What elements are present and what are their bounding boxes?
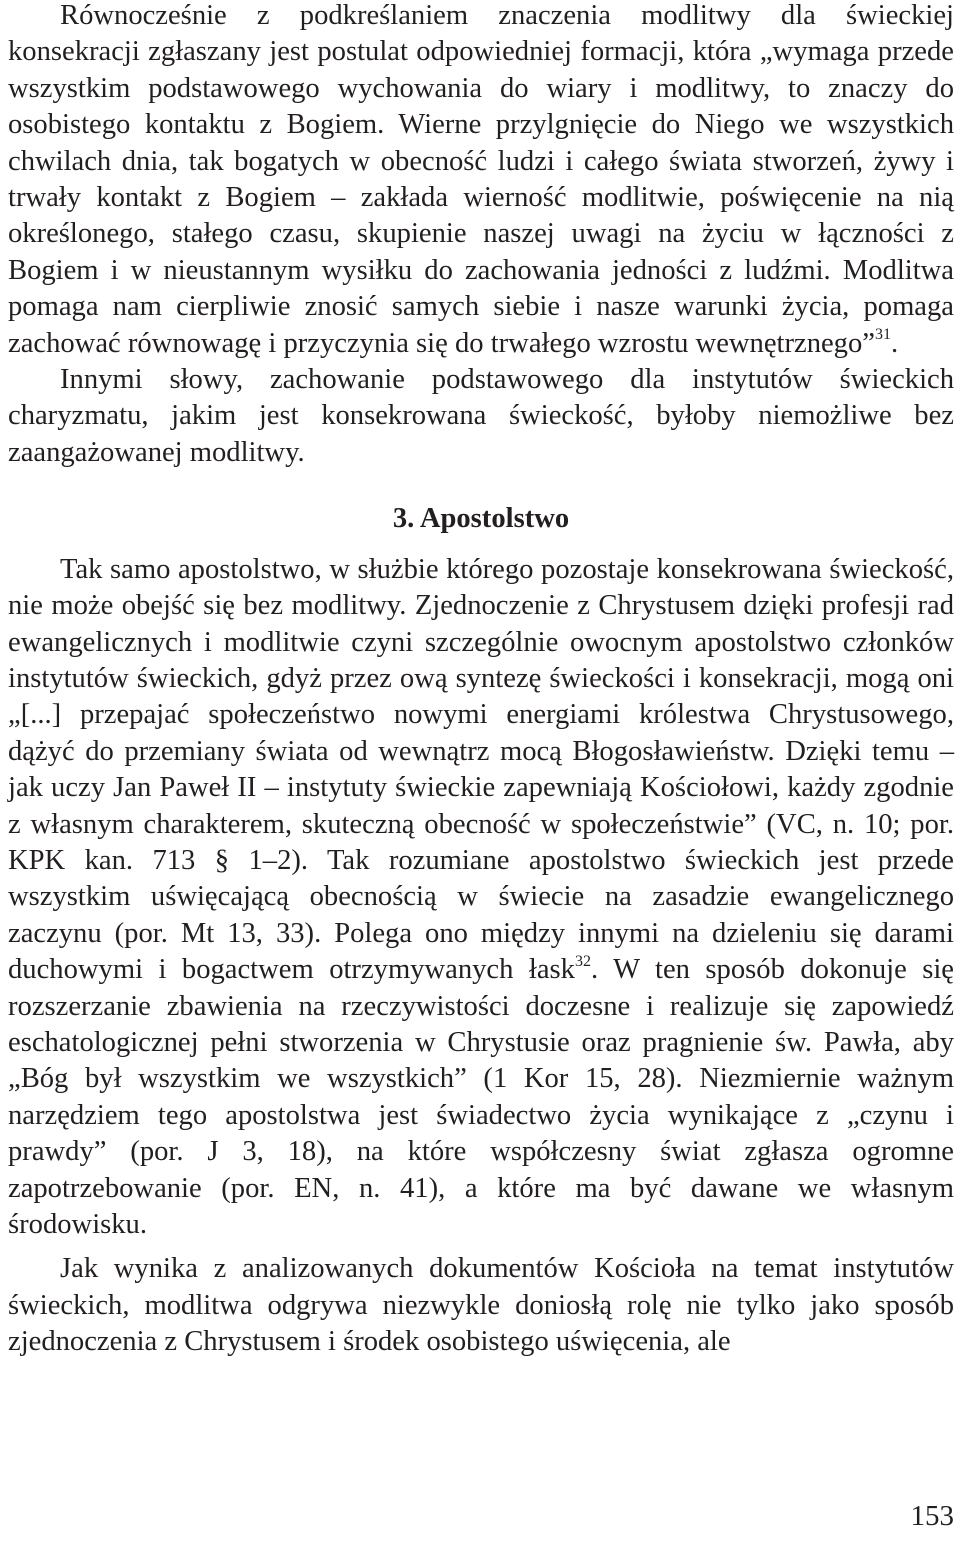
footnote-ref-31[interactable]: 31 xyxy=(874,326,891,344)
paragraph-charism: Innymi słowy, zachowanie podstawowego dla instytutów świeckich charyzmatu, jakim jest konsekrowana świeckość, byłoby niemożliwe bez zaangażowanej modlitwy. xyxy=(8,364,954,468)
paragraph-apostolate-tail: . W ten sposób dokonuje się rozszerzanie zbawienia na rzeczywistości doczesne i realizuje się zapowiedź eschatologicznej pełni stworzenia w Chrystusie oraz pragnienie św. Pawła, aby „Bóg był wszystkim we wszystkich” (1 Kor 15, 28). Niezmiernie ważnym narzędziem tego apostolstwa jest świadectwo życia wynikające z „czynu i prawdy” (por. J 3, 18), na które współczesny świat zgłasza ogromne zapotrzebowanie (por. EN, n. 41), a które ma być dawane we własnym środowisku. xyxy=(8,954,955,1240)
document-page xyxy=(8,0,954,1361)
footnote-ref-32[interactable]: 32 xyxy=(574,952,591,970)
paragraph-apostolate-text: Tak samo apostolstwo, w służbie którego pozostaje konsekrowana świeckość, nie może obejść się bez modlitwy. Zjednoczenie z Chrystusem dzięki profesji rad ewangelicznych i modlitwie czyni szczególnie owocnym apostolstwo członków instytutów świeckich, gdyż przez ową syntezę świeckości i konsekracji, mogą oni „[...] przepajać społeczeństwo nowymi energiami królestwa Chrystusowego, dążyć do przemiany świata od wewnątrz mocą Błogosławieństw. Dzięki temu – jak uczy Jan Paweł II – instytuty świeckie zapewniają Kościołowi, każdy zgodnie z własnym charakterem, skuteczną obecność w społeczeństwie” (VC, n. 10; por. KPK kan. 713 § 1–2). Tak rozumiane apostolstwo świeckich jest przede wszystkim uświęcającą obecnością w świecie na zasadzie ewangelicznego zaczynu (por. Mt 13, 33). Polega ono między innymi na dzieleniu się darami duchowymi i bogactwem otrzymywanych łask xyxy=(8,553,954,986)
paragraph-formation xyxy=(8,0,954,362)
paragraph-formation-text: Równocześnie z podkreślaniem znaczenia modlitwy dla świeckiej konsekracji zgłaszany jest postulat odpowiedniej formacji, która „wymaga przede wszystkim podstawowego wychowania do wiary i modlitwy, to znaczy do osobistego kontaktu z Bogiem. Wierne przylgnięcie do Niego we wszystkich chwilach dnia, tak bogatych w obecność ludzi i całego świata stworzeń, żywy i trwały kontakt z Bogiem – zakłada wierność modlitwie, poświęcenie na nią określonego, stałego czasu, skupienie naszej uwagi na życiu w łączności z Bogiem i w nieustannym wysiłku do zachowania jedności z ludźmi. Modlitwa pomaga nam cierpliwie znosić samych siebie i nasze warunki życia, pomaga zachować równowagę i przyczynia się do trwałego wzrostu wewnętrznego” xyxy=(8,0,954,359)
paragraph-conclusion: Jak wynika z analizowanych dokumentów Kościoła na temat instytutów świeckich, modlitwa odgrywa niezwykle doniosłą rolę nie tylko jako sposób zjednoczenia z Chrystusem i środek osobistego uświęcenia, ale xyxy=(8,1253,954,1358)
paragraph-formation-tail: . xyxy=(890,327,899,359)
section-heading-apostolstwo: 3. Apostolstwo xyxy=(392,503,570,535)
paragraph-apostolate xyxy=(8,552,954,1244)
page-number: 153 xyxy=(910,1500,954,1532)
